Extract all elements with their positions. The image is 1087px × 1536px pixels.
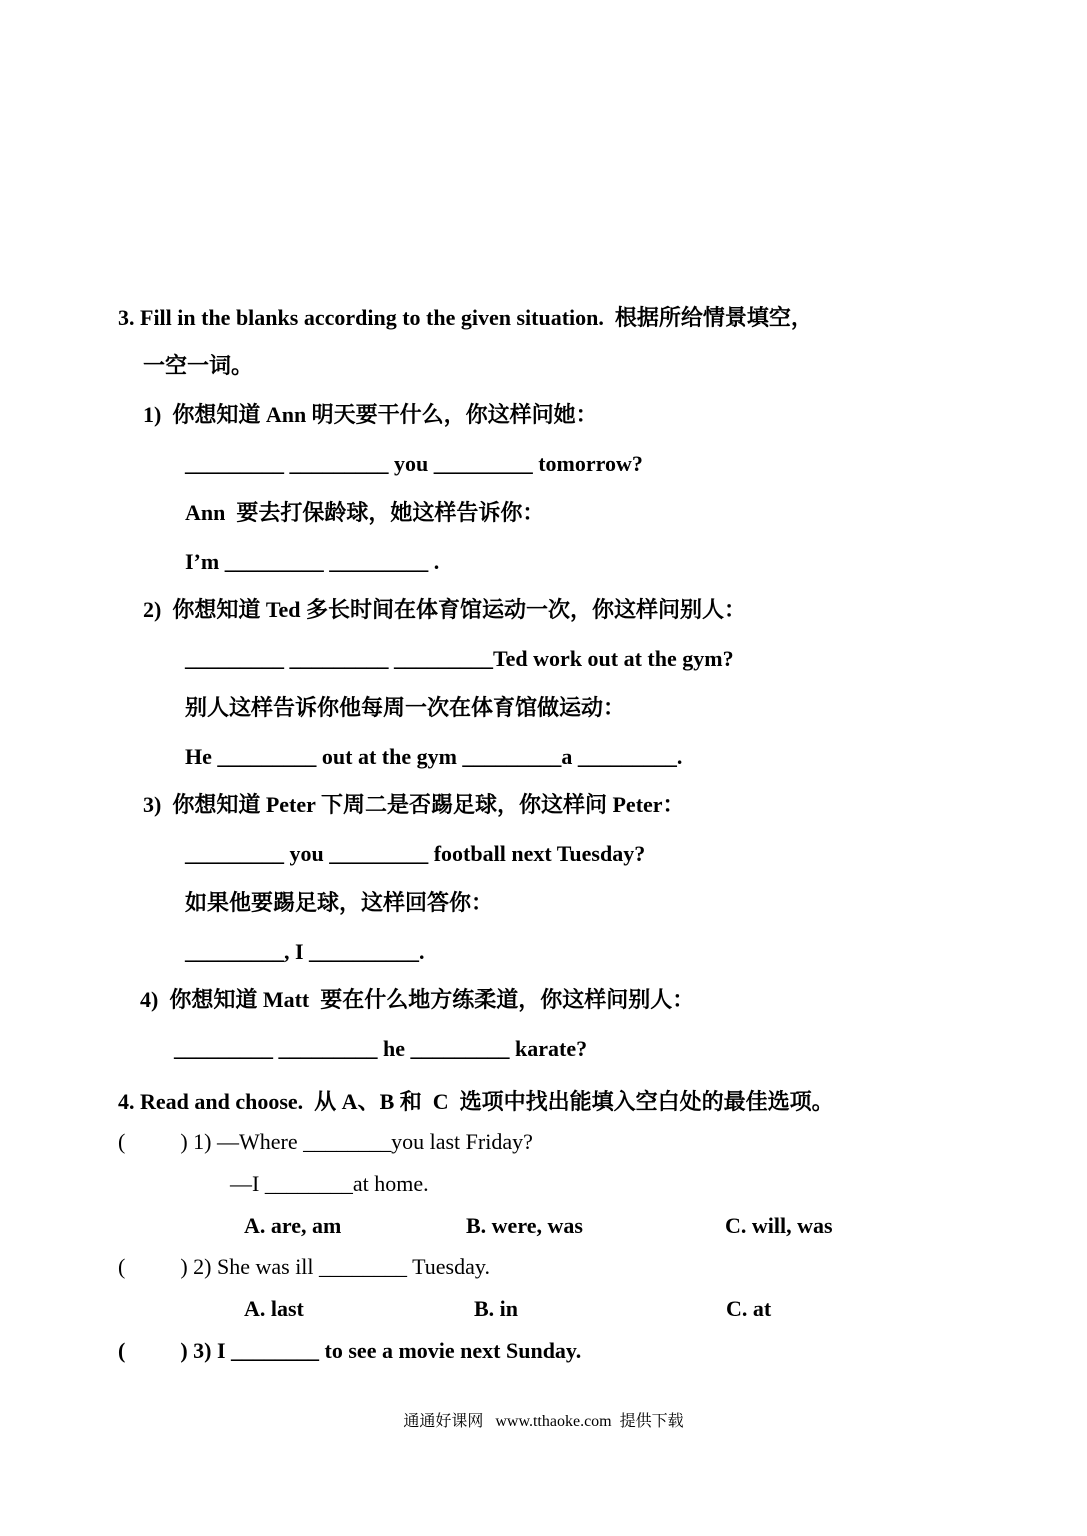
q1-answer: I’m _________ _________ . [185,549,440,574]
mc-2-option-b: B. in [474,1296,519,1321]
q4-question: _________ _________ he _________ karate? [174,1036,588,1061]
mc-1-option-c: C. will, was [725,1213,833,1238]
q3-context: 如果他要踢足球，这样回答你： [185,890,494,915]
mc-2-option-c: C. at [726,1296,772,1321]
q1-context: Ann 要去打保龄球，她这样告诉你： [185,500,545,525]
q3-answer: _________, I __________. [185,939,425,964]
q3-question: _________ you _________ football next Tuesday? [185,841,646,866]
section-3-title: 3. Fill in the blanks according to the given situation. 根据所给情景填空， [118,305,813,330]
q2-answer: He _________ out at the gym _________a _________. [185,744,683,769]
mc-1-stem: ( ) 1) —Where ________you last Friday? [118,1129,533,1154]
q1-question: _________ _________ you _________ tomorrow? [185,451,643,476]
q2-question: _________ _________ _________Ted work out at the gym? [185,646,734,671]
section-4-title: 4. Read and choose. 从 A、B 和 C 选项中找出能填入空白处的最佳选项。 [118,1089,834,1114]
q3-prompt: 3) 你想知道 Peter 下周二是否踢足球，你这样问 Peter： [143,792,685,817]
section-3-title-cont: 一空一词。 [143,353,254,378]
q1-prompt: 1) 你想知道 Ann 明天要干什么，你这样问她： [143,402,598,427]
q2-prompt: 2) 你想知道 Ted 多长时间在体育馆运动一次，你这样问别人： [143,597,746,622]
q2-context: 别人这样告诉你他每周一次在体育馆做运动： [185,695,626,720]
mc-1-option-a: A. are, am [244,1213,342,1238]
mc-1-option-b: B. were, was [466,1213,583,1238]
mc-2-option-a: A. last [244,1296,304,1321]
mc-1-stem-reply: —I ________at home. [230,1171,429,1196]
mc-2-stem: ( ) 2) She was ill ________ Tuesday. [118,1254,490,1279]
mc-3-stem: ( ) 3) I ________ to see a movie next Sunday. [118,1338,582,1363]
q4-prompt: 4) 你想知道 Matt 要在什么地方练柔道，你这样问别人： [140,987,695,1012]
page-footer: 通通好课网 www.tthaoke.com 提供下载 [403,1413,684,1430]
